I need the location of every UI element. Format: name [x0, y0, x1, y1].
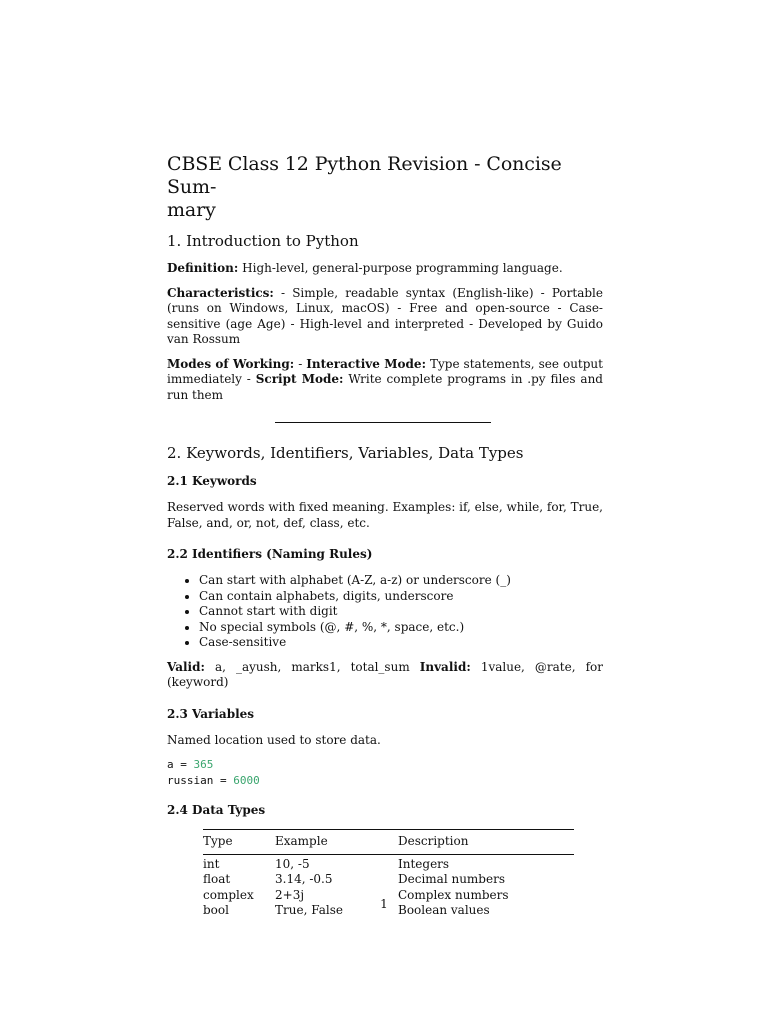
invalid-label: Invalid:	[419, 659, 471, 674]
table-cell: float	[203, 872, 231, 886]
subsection-heading-identifiers: 2.2 Identifiers (Naming Rules)	[167, 547, 373, 561]
interactive-mode-text: Type statements, see output immediately -	[167, 356, 603, 386]
code-var-name: a	[167, 758, 174, 771]
horizontal-rule	[275, 422, 491, 423]
table-cell: 3.14, -0.5	[275, 872, 333, 886]
keywords-paragraph: Reserved words with fixed meaning. Examples: if, else, while, for, True, False, and, or, not, def, class, etc.	[167, 500, 603, 530]
variables-paragraph: Named location used to store data.	[167, 732, 381, 747]
code-number: 6000	[233, 773, 260, 787]
list-item: • Case-sensitive	[199, 635, 603, 651]
script-mode-label: Script Mode:	[255, 372, 344, 386]
script-mode-text: Write complete programs in .py files and run them	[167, 372, 603, 402]
characteristics-text: - Simple, readable syntax (English-like) - Portable (runs on Windows, Linux, macOS) - Free and open-source - Case-sensitive (age Age) - High-level and interpreted - Developed by Guido van Rossum	[167, 285, 603, 346]
section-heading-keywords-identifiers: 2. Keywords, Identifiers, Variables, Data Types	[167, 444, 524, 462]
table-cell: Complex numbers	[398, 887, 509, 902]
table-header-row	[203, 830, 574, 855]
table-cell: Decimal numbers	[398, 872, 505, 886]
table-cell: 10, -5	[275, 856, 310, 871]
table-cell: bool	[203, 903, 229, 917]
table-cell: int	[203, 856, 220, 871]
identifier-rules-list	[167, 573, 603, 651]
code-var-name: russian	[167, 773, 214, 787]
code-operator: =	[173, 758, 194, 771]
page-number: 1	[380, 897, 388, 911]
table-row	[203, 872, 574, 888]
list-item: • Can start with alphabet (A-Z, a-z) or underscore (_)	[199, 573, 603, 589]
valid-invalid-paragraph	[167, 660, 603, 691]
title-line-2: mary	[167, 199, 216, 221]
modes-paragraph	[167, 357, 603, 404]
column-header-example: Example	[275, 834, 328, 848]
table-cell: complex	[203, 887, 254, 902]
definition-label: Definition:	[167, 261, 239, 275]
column-header-description: Description	[398, 834, 469, 848]
definition-text: High-level, general-purpose programming language.	[242, 261, 563, 275]
interactive-mode-label: Interactive Mode:	[306, 356, 426, 371]
invalid-text: 1value, @rate, for (keyword)	[167, 659, 603, 689]
table-cell: Integers	[398, 856, 450, 871]
document-title	[167, 153, 603, 222]
definition-paragraph	[167, 261, 603, 277]
valid-text: a, _ayush, marks1, total_sum	[204, 659, 420, 674]
modes-dash: -	[294, 356, 307, 371]
list-item: • Cannot start with digit	[199, 604, 603, 620]
subsection-heading-data-types: 2.4 Data Types	[167, 803, 266, 817]
list-item: • Can contain alphabets, digits, underscore	[199, 589, 603, 605]
characteristics-paragraph	[167, 286, 603, 348]
characteristics-label: Characteristics:	[167, 285, 274, 300]
page-content	[167, 153, 603, 919]
subsection-heading-keywords: 2.1 Keywords	[167, 474, 257, 488]
list-item: • No special symbols (@, #, %, *, space, etc.)	[199, 620, 603, 636]
table-cell: Boolean values	[398, 903, 490, 917]
valid-label: Valid:	[167, 659, 205, 674]
section-heading-introduction: 1. Introduction to Python	[167, 232, 359, 250]
code-operator: =	[213, 773, 234, 787]
code-number: 365	[193, 758, 214, 771]
subsection-heading-variables: 2.3 Variables	[167, 706, 255, 721]
table-row	[203, 854, 574, 872]
modes-label: Modes of Working:	[167, 356, 295, 371]
code-block	[167, 757, 603, 788]
title-line-1: CBSE Class 12 Python Revision - Concise Sum-	[167, 153, 562, 198]
table-cell: 2+3j	[275, 887, 305, 902]
table-cell: True, False	[275, 903, 343, 917]
column-header-type: Type	[203, 834, 233, 848]
